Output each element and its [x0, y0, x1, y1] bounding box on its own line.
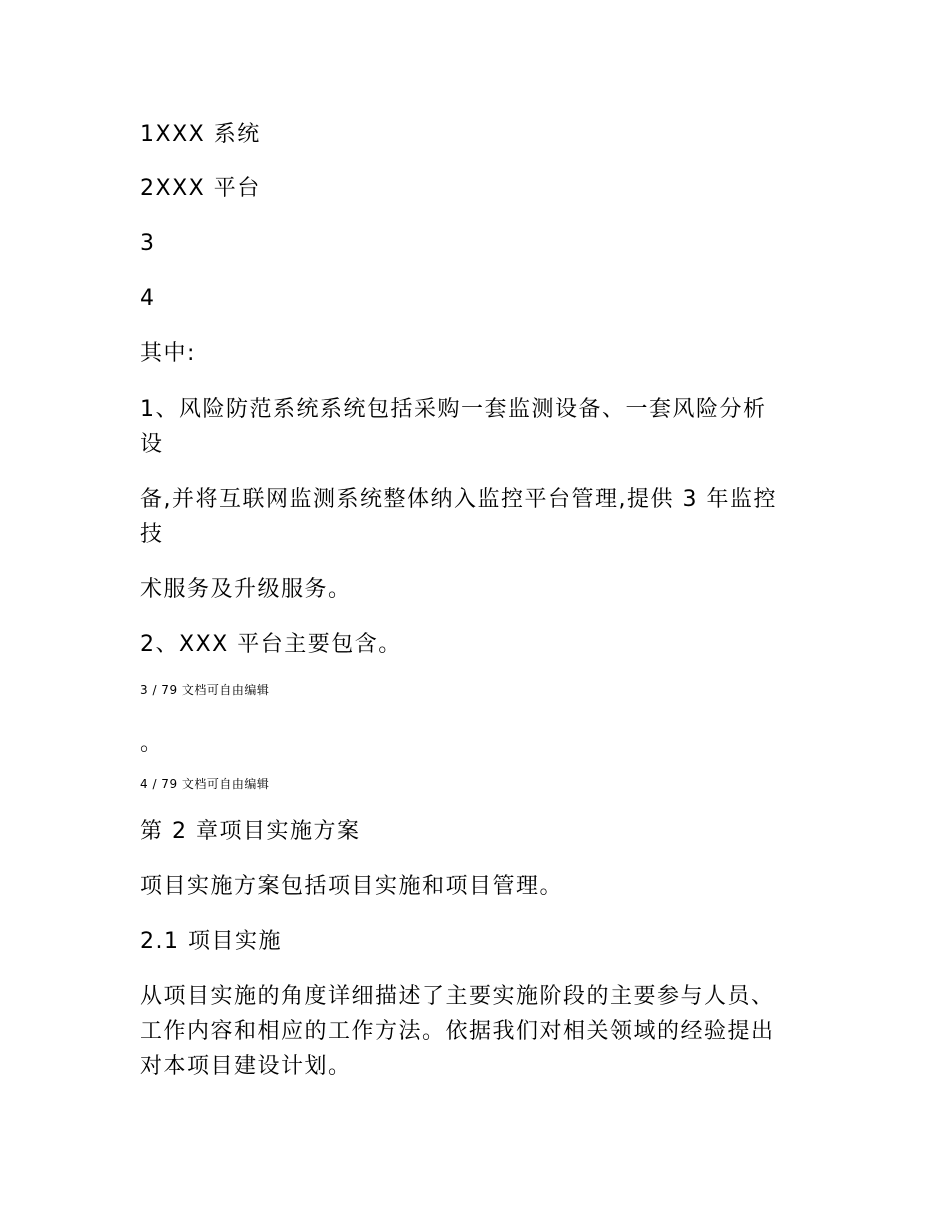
paragraph-line: 1、风险防范系统系统包括采购一套监测设备、一套风险分析 — [140, 397, 767, 422]
page-footer: 4 / 79 文档可自由编辑 — [140, 777, 270, 791]
paragraph-line: 备,并将互联网监测系统整体纳入监控平台管理,提供 3 年监控 — [140, 487, 777, 512]
chapter-intro: 项目实施方案包括项目实施和项目管理。 — [140, 874, 564, 899]
paragraph-line: 2、XXX 平台主要包含。 — [140, 632, 402, 657]
paragraph-line: 设 — [140, 432, 164, 457]
list-item-system: 1XXX 系统 — [140, 122, 261, 147]
section-heading: 2.1 项目实施 — [140, 929, 282, 954]
paragraph-line: 术服务及升级服务。 — [140, 577, 352, 602]
list-item-3: 3 — [140, 231, 156, 256]
section-body-line: 工作内容和相应的工作方法。依据我们对相关领域的经验提出 — [140, 1019, 775, 1044]
chapter-heading: 第 2 章项目实施方案 — [140, 819, 361, 844]
paragraph-line: 技 — [140, 522, 164, 547]
punctuation-line: 。 — [140, 731, 164, 756]
list-item-platform: 2XXX 平台 — [140, 176, 261, 201]
list-item-4: 4 — [140, 286, 156, 311]
section-body-line: 从项目实施的角度详细描述了主要实施阶段的主要参与人员、 — [140, 984, 775, 1009]
paragraph-label: 其中: — [140, 341, 196, 366]
section-body-line: 对本项目建设计划。 — [140, 1054, 352, 1079]
page-footer: 3 / 79 文档可自由编辑 — [140, 683, 270, 697]
